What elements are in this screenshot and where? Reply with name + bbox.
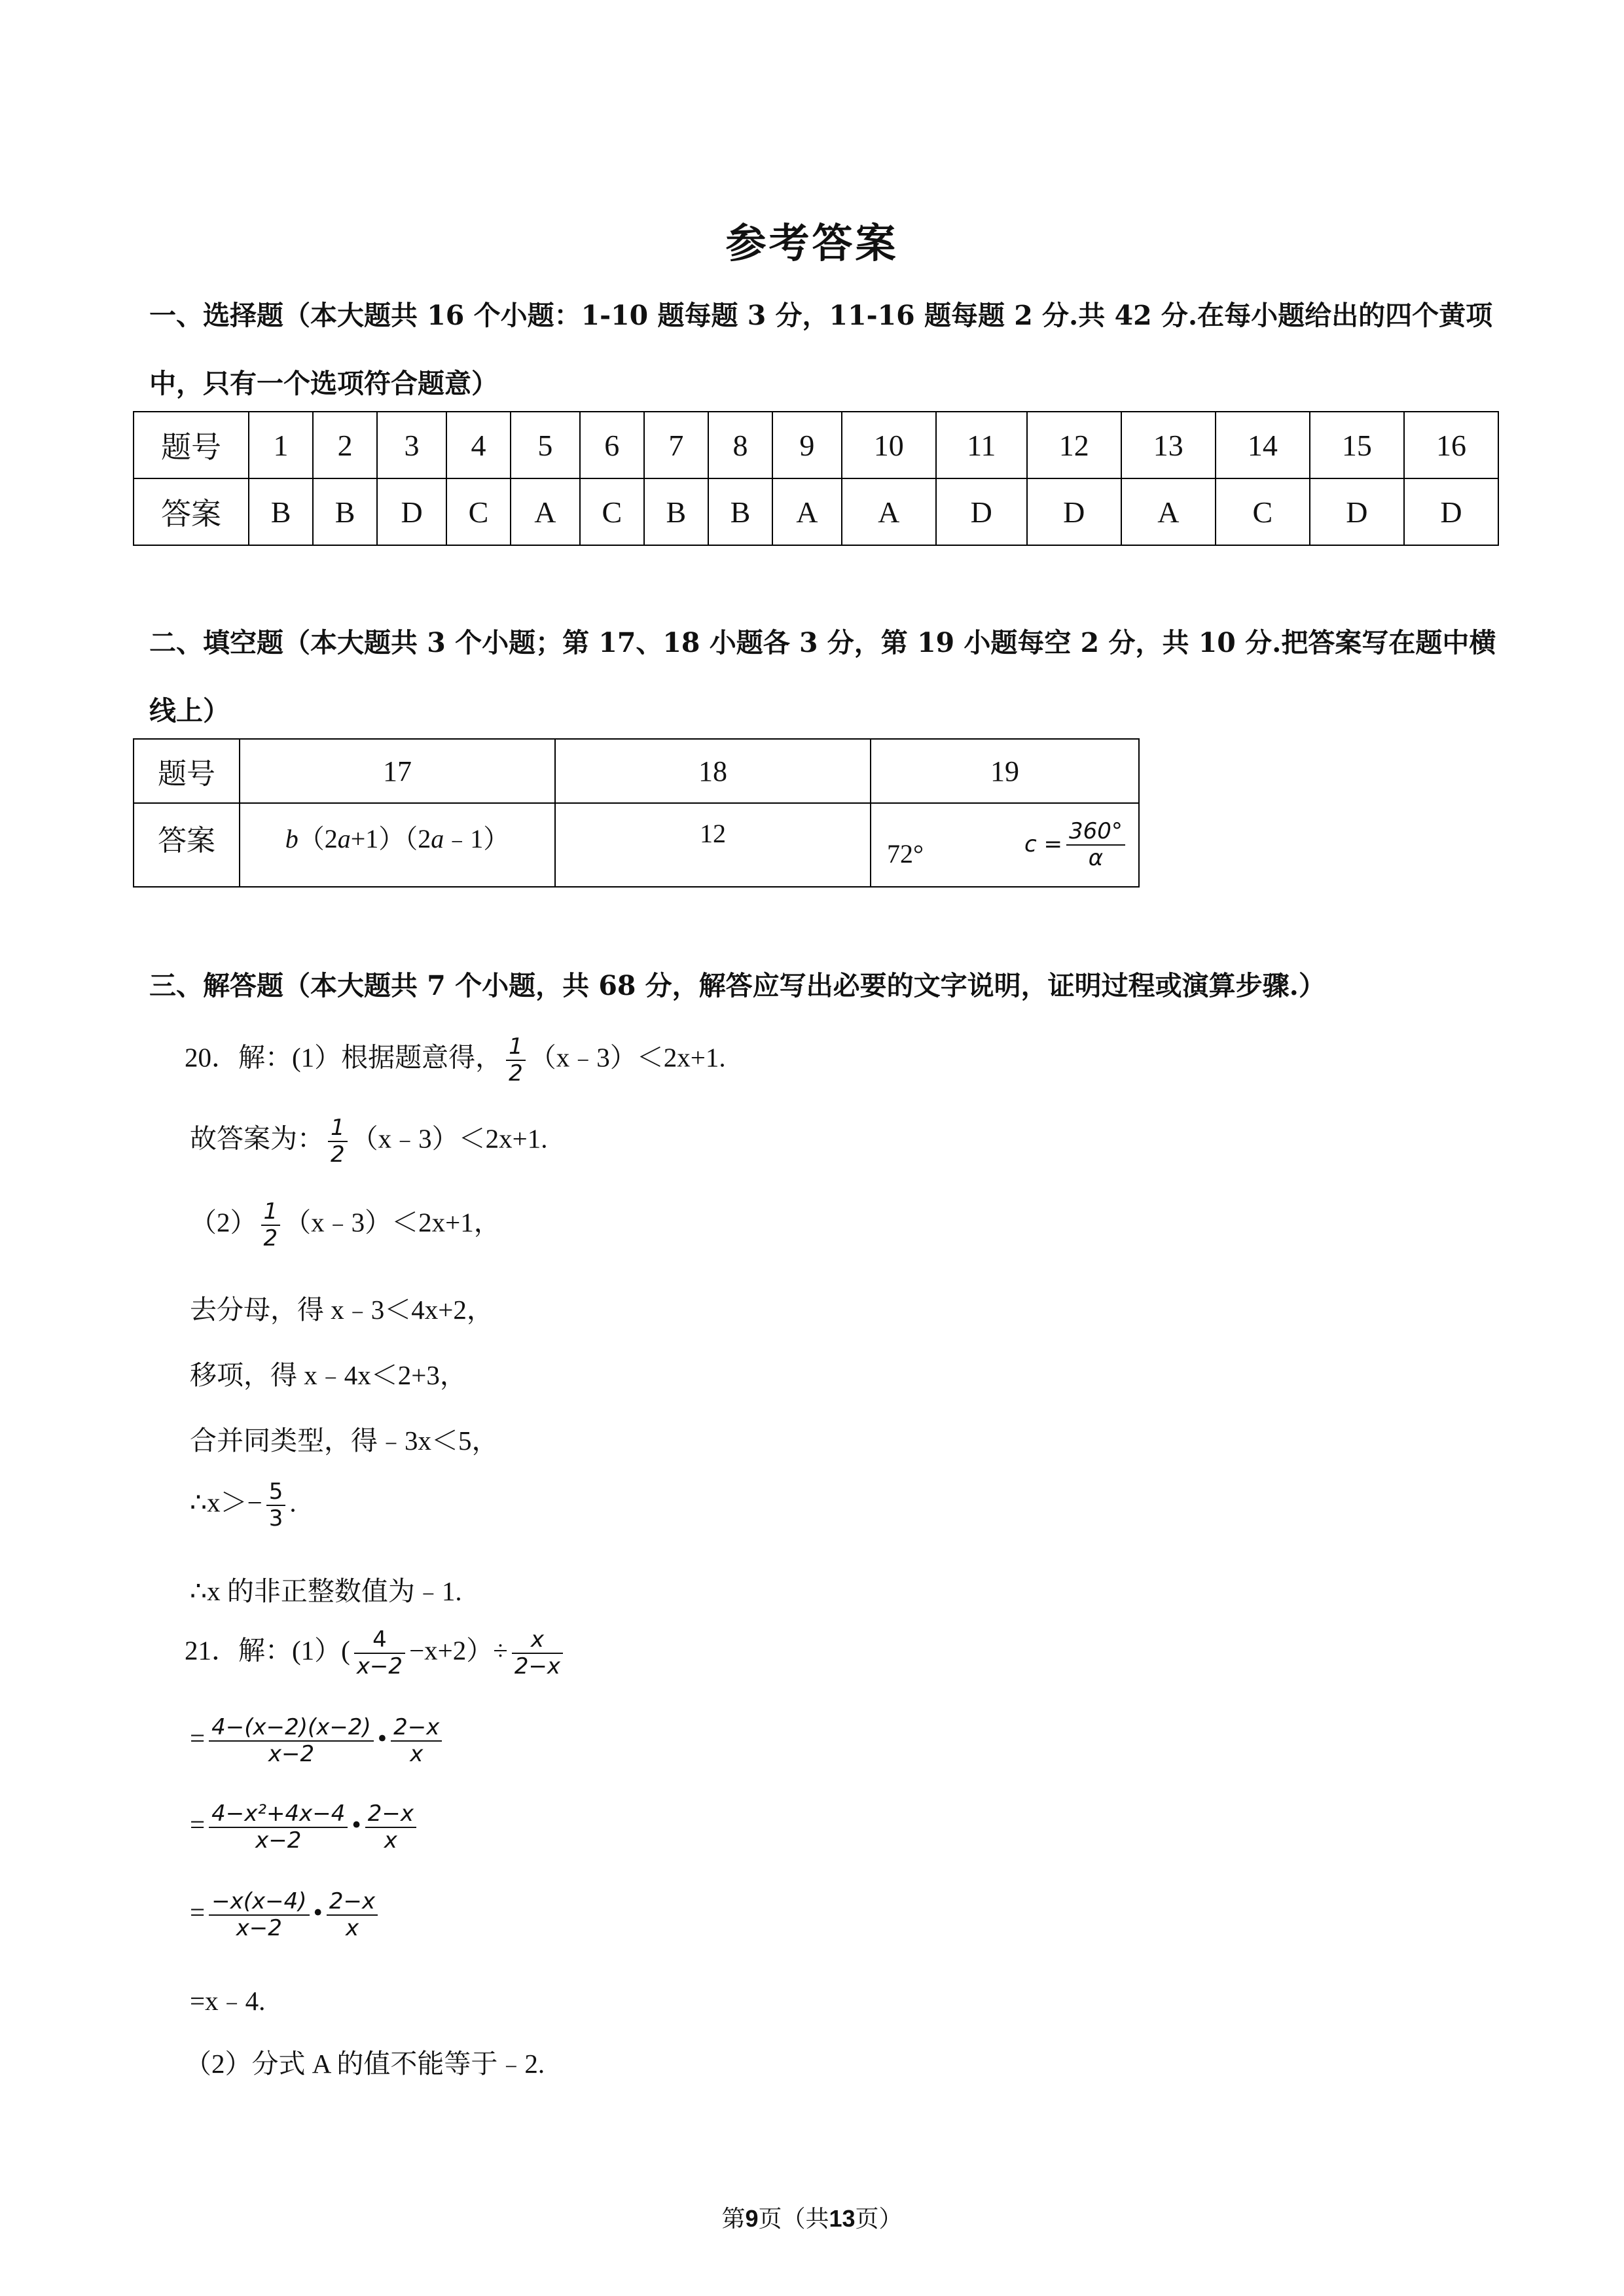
- table-cell-answer: B: [249, 478, 313, 545]
- page-title: 参考答案: [725, 219, 899, 267]
- frac-denominator: x−2: [255, 1827, 302, 1854]
- frac-denominator: 2: [263, 1225, 278, 1252]
- table-cell-answer: B: [644, 478, 708, 545]
- section2-line1: 二、填空题（本大题共 3 个小题；第 17、18 小题各 3 分，第 19 小题每空 2 分，共 10 分.把答案写在题中横: [149, 627, 1496, 658]
- frac-numerator: 4−x²+4x−4: [209, 1801, 348, 1828]
- frac-numerator: 1: [261, 1199, 281, 1226]
- frac-numerator: 4: [354, 1627, 405, 1654]
- table-cell-number: 13: [1121, 412, 1216, 478]
- table-cell-answer: D: [936, 478, 1027, 545]
- q20-line2: [190, 1115, 548, 1168]
- frac-denominator: x: [384, 1827, 397, 1854]
- choice-answer-table: [133, 411, 1499, 546]
- var-b: b: [285, 824, 298, 853]
- frac-denominator: 3: [268, 1505, 283, 1532]
- frac-numerator: 2−x: [391, 1715, 442, 1742]
- table-cell-number: 4: [446, 412, 511, 478]
- q20-line3: [190, 1199, 501, 1251]
- text: （x﹣3）＜2x+1.: [529, 1042, 726, 1073]
- frac-denominator: 2: [509, 1060, 523, 1087]
- equals: =: [190, 1809, 206, 1840]
- text: ∴x＞−: [190, 1487, 262, 1518]
- section2-line2: 线上）: [149, 695, 230, 726]
- table-cell-number: 2: [313, 412, 377, 478]
- section3-heading: 三、解答题（本大题共 7 个小题，共 68 分，解答应写出必要的文字说明，证明过程或演算步骤.）: [149, 970, 1326, 1001]
- table-cell-answer: D: [1404, 478, 1498, 545]
- frac-numerator: 2−x: [327, 1889, 378, 1916]
- text: 21．解：(1）(: [185, 1635, 350, 1666]
- table-cell-answer: B: [313, 478, 377, 545]
- q21-line1: [185, 1627, 567, 1679]
- table-cell-number: 6: [580, 412, 644, 478]
- table-cell-number: 18: [555, 739, 871, 803]
- q21-line6: （2）分式 A 的值不能等于﹣2.: [185, 2049, 545, 2079]
- page-footer: [0, 2200, 1624, 2234]
- table-cell-number: 12: [1027, 412, 1121, 478]
- table-cell-number: 19: [871, 739, 1139, 803]
- q20-line1: [185, 1034, 726, 1086]
- frac-denominator: x: [410, 1741, 424, 1768]
- table-cell-answer: A: [772, 478, 842, 545]
- var-a: a: [337, 824, 351, 853]
- table-row-header-number: 题号: [134, 739, 240, 803]
- frac-denominator: x−2: [356, 1653, 403, 1680]
- answer-19: [871, 803, 1139, 887]
- text: （x﹣3）＜2x+1.: [351, 1123, 548, 1154]
- equals: =: [190, 1897, 206, 1928]
- fill-answer-table: [133, 738, 1140, 888]
- table-cell-answer: D: [1027, 478, 1121, 545]
- q21-line4: [190, 1889, 382, 1941]
- q20-line6: 合并同类型，得﹣3x＜5，: [190, 1426, 499, 1456]
- text: ﹣1）: [444, 824, 510, 853]
- frac-numerator: x: [512, 1627, 563, 1654]
- table-cell-number: 16: [1404, 412, 1498, 478]
- table-cell-number: 7: [644, 412, 708, 478]
- frac-denominator: 2: [331, 1141, 345, 1168]
- equals: =: [190, 1723, 206, 1753]
- text: （2: [298, 824, 338, 853]
- frac-numerator: 360°: [1066, 819, 1125, 846]
- q20-line4: 去分母，得 x﹣3＜4x+2，: [190, 1295, 494, 1325]
- text: .: [289, 1487, 297, 1518]
- table-cell-answer: A: [511, 478, 580, 545]
- frac-denominator: α: [1088, 845, 1104, 871]
- section1-heading: [149, 281, 1498, 418]
- text: （2）: [190, 1207, 257, 1238]
- footer-text: 页）: [855, 2206, 903, 2233]
- table-cell-number: 14: [1216, 412, 1310, 478]
- table-cell-number: 17: [240, 739, 555, 803]
- frac-numerator: 2−x: [365, 1801, 416, 1828]
- q20-line7: [190, 1479, 297, 1532]
- table-cell-answer: C: [1216, 478, 1310, 545]
- section1-line2: 中，只有一个选项符合题意）: [149, 368, 498, 399]
- frac-numerator: 4−(x−2)(x−2): [209, 1715, 374, 1742]
- table-cell-number: 11: [936, 412, 1027, 478]
- dot: •: [352, 1809, 361, 1840]
- dot: •: [377, 1723, 388, 1753]
- section1-line1: 一、选择题（本大题共 16 个小题：1-10 题每题 3 分，11-16 题每题 2 分.共 42 分.在每小题给出的四个黄项: [149, 300, 1493, 331]
- q20-line8: ∴x 的非正整数值为﹣1.: [190, 1576, 462, 1606]
- frac-numerator: 1: [328, 1115, 348, 1142]
- table-cell-number: 15: [1310, 412, 1404, 478]
- table-row-header-answer: 答案: [134, 803, 240, 887]
- answer-17: [240, 803, 555, 887]
- formula-lhs: c =: [1024, 831, 1062, 857]
- table-cell-number: 9: [772, 412, 842, 478]
- table-row-header-number: 题号: [134, 412, 249, 478]
- table-cell-answer: A: [842, 478, 936, 545]
- table-cell-answer: C: [580, 478, 644, 545]
- text: 20．解：(1）根据题意得，: [185, 1042, 503, 1073]
- table-cell-number: 8: [708, 412, 772, 478]
- frac-denominator: x−2: [236, 1915, 282, 1942]
- frac-denominator: x−2: [268, 1741, 315, 1768]
- q21-line2: [190, 1715, 446, 1767]
- footer-text: 页（共: [758, 2206, 829, 2233]
- text: （x﹣3）＜2x+1，: [284, 1207, 501, 1238]
- table-cell-answer: C: [446, 478, 511, 545]
- text: −x+2）÷: [409, 1635, 508, 1666]
- page-number: 9: [745, 2205, 759, 2232]
- text: +1）（2: [350, 824, 431, 853]
- section2-heading: [149, 609, 1498, 745]
- frac-numerator: 5: [266, 1479, 286, 1506]
- frac-denominator: x: [345, 1915, 359, 1942]
- frac-numerator: 1: [506, 1034, 526, 1061]
- frac-denominator: 2−x: [514, 1653, 561, 1680]
- answer-19-formula: [1024, 817, 1129, 871]
- table-cell-answer: D: [1310, 478, 1404, 545]
- frac-numerator: −x(x−4): [209, 1889, 309, 1916]
- table-cell-number: 3: [377, 412, 446, 478]
- q20-line5: 移项，得 x﹣4x＜2+3，: [190, 1360, 467, 1390]
- footer-text: 第: [721, 2206, 746, 2233]
- q21-line3: [190, 1801, 420, 1854]
- table-cell-number: 1: [249, 412, 313, 478]
- q21-line5: =x﹣4.: [190, 1986, 266, 2016]
- table-row-header-answer: 答案: [134, 478, 249, 545]
- text: 故答案为：: [190, 1123, 324, 1154]
- var-a: a: [431, 824, 444, 853]
- answer-18: 12: [555, 803, 871, 887]
- answer-19-angle: 72°: [887, 838, 924, 869]
- table-cell-answer: A: [1121, 478, 1216, 545]
- table-cell-number: 5: [511, 412, 580, 478]
- dot: •: [313, 1897, 323, 1928]
- table-cell-number: 10: [842, 412, 936, 478]
- table-cell-answer: B: [708, 478, 772, 545]
- page-total: 13: [829, 2205, 856, 2232]
- table-cell-answer: D: [377, 478, 446, 545]
